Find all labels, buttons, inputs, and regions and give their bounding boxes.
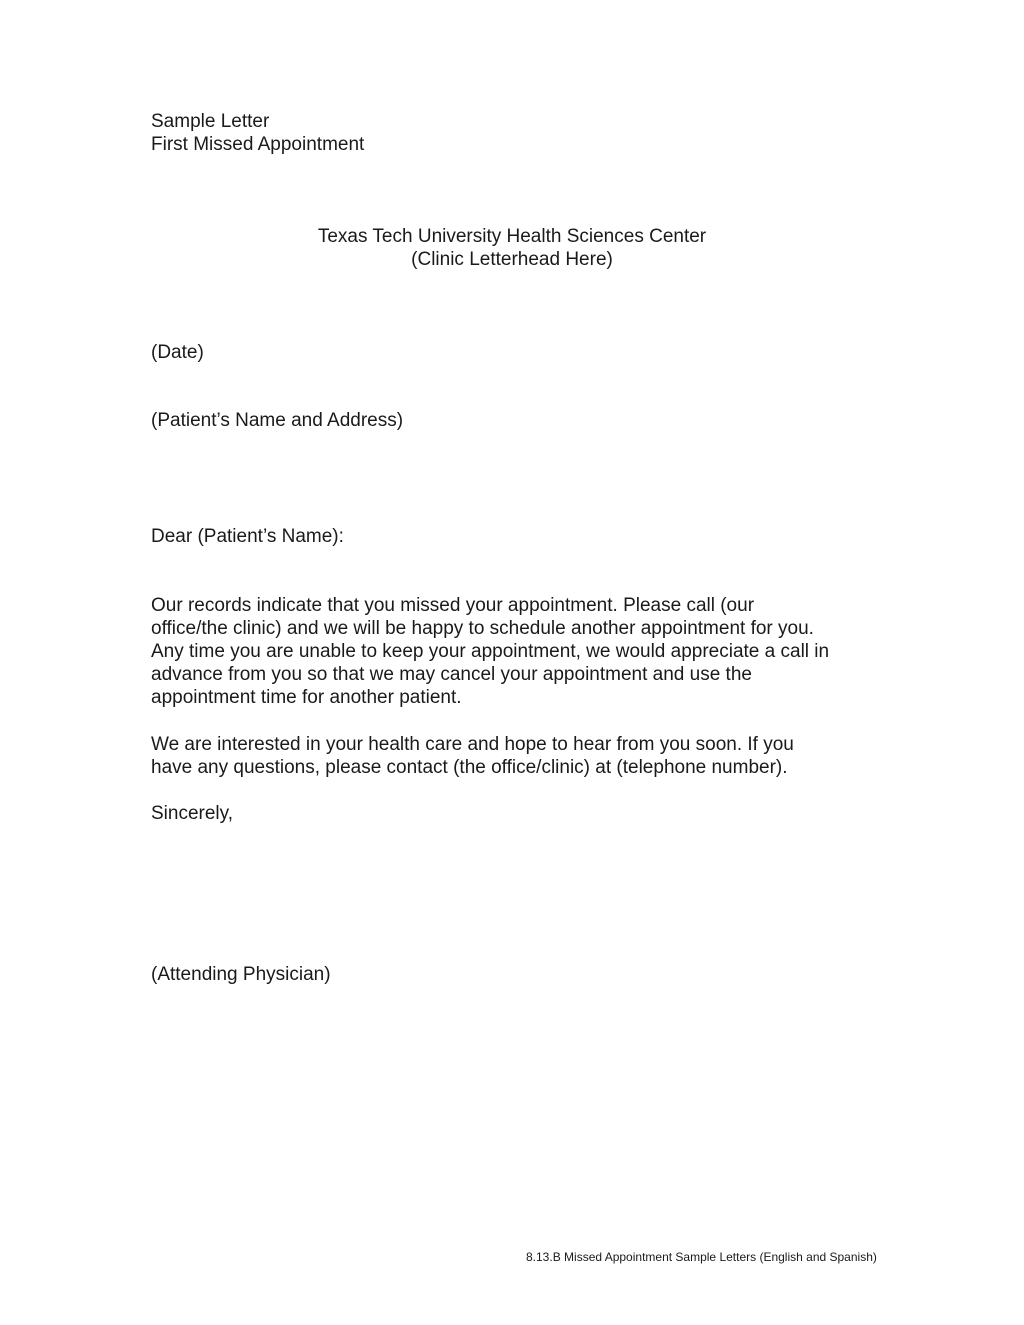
document-label: [151, 110, 364, 156]
paragraph-line: office/the clinic) and we will be happy to schedule another appointment for you.: [151, 618, 814, 639]
date-placeholder: (Date): [151, 342, 204, 363]
body-paragraph-2: [151, 733, 794, 779]
paragraph-line: appointment time for another patient.: [151, 687, 462, 708]
paragraph-line: Our records indicate that you missed your appointment. Please call (our: [151, 595, 755, 616]
paragraph-line: We are interested in your health care and hope to hear from you soon. If you: [151, 734, 794, 755]
page-footer: 8.13.B Missed Appointment Sample Letters (English and Spanish): [526, 1250, 877, 1264]
paragraph-line: advance from you so that we may cancel your appointment and use the: [151, 664, 752, 685]
salutation: Dear (Patient’s Name):: [151, 526, 344, 547]
recipient-address-placeholder: (Patient’s Name and Address): [151, 410, 404, 431]
paragraph-line: have any questions, please contact (the office/clinic) at (telephone number).: [151, 757, 788, 778]
letterhead-institution: Texas Tech University Health Sciences Center: [317, 226, 707, 247]
letterhead: [0, 225, 1024, 271]
closing: Sincerely,: [151, 803, 234, 824]
document-label-title: Sample Letter: [151, 111, 270, 132]
signer-placeholder: (Attending Physician): [151, 964, 331, 985]
letterhead-placeholder: (Clinic Letterhead Here): [411, 249, 613, 270]
document-label-subtitle: First Missed Appointment: [151, 134, 365, 155]
paragraph-line: Any time you are unable to keep your appointment, we would appreciate a call in: [151, 641, 830, 662]
body-paragraph-1: [151, 594, 829, 709]
